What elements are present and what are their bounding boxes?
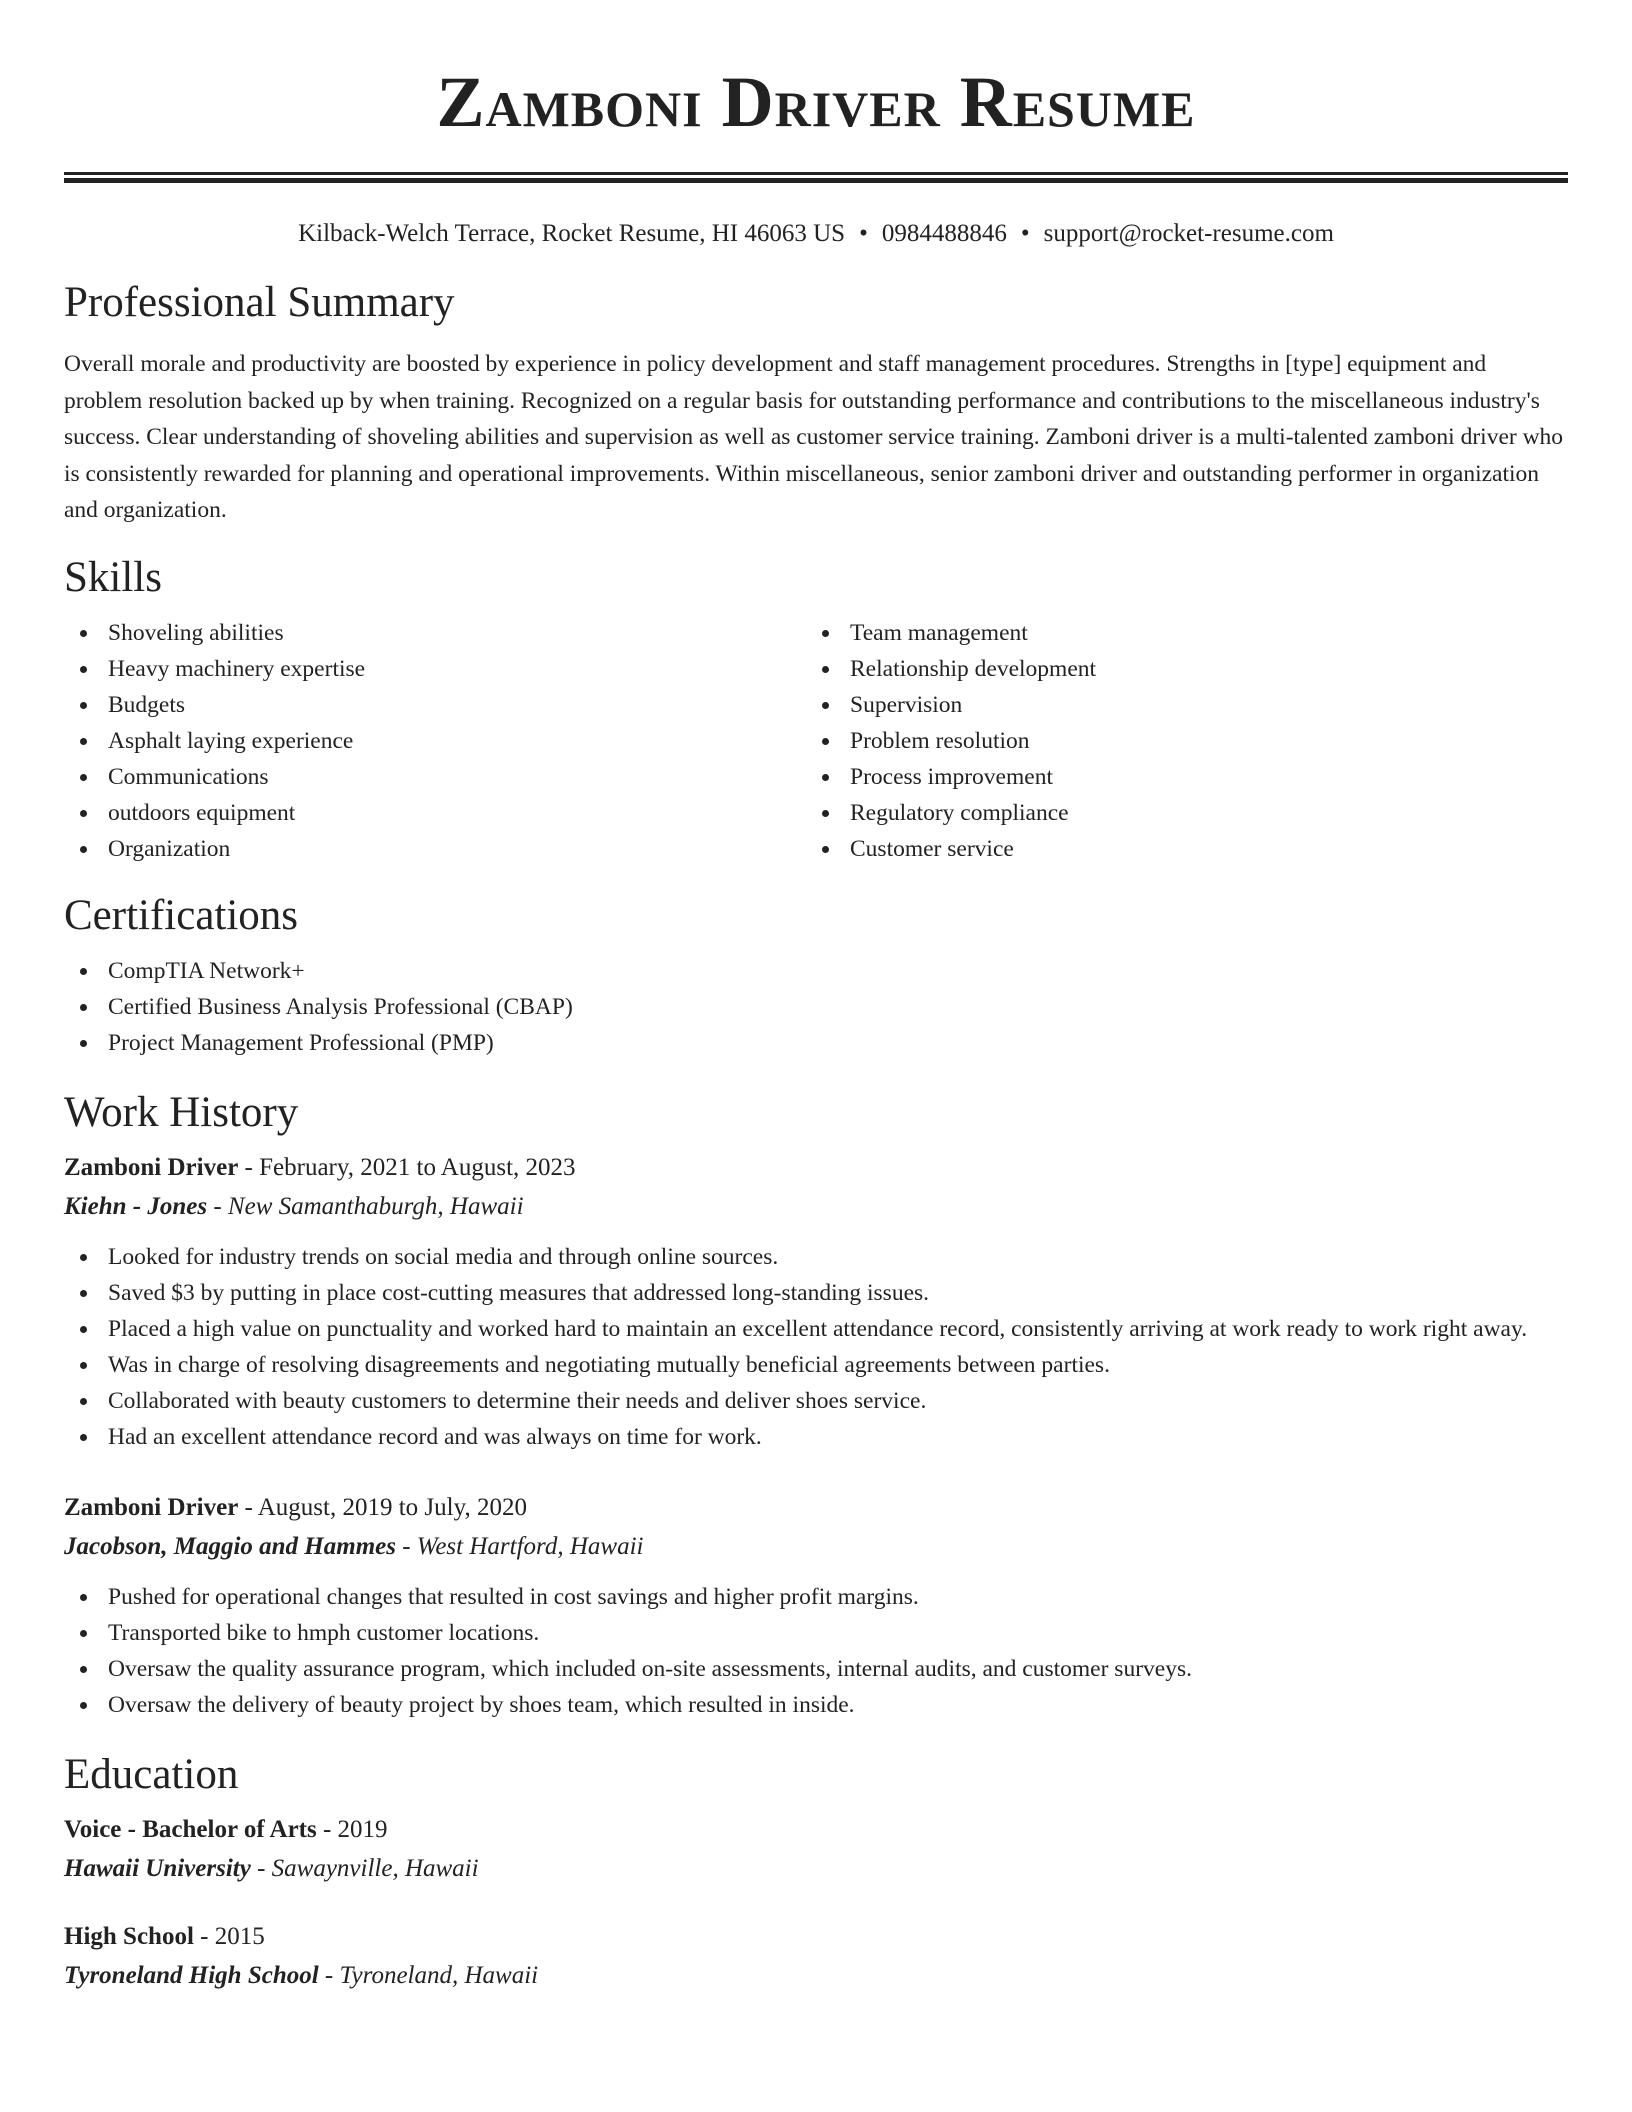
contact-line — [64, 217, 1568, 251]
education-institution — [64, 1849, 1568, 1889]
skill-item: Supervision — [806, 687, 1548, 723]
education-year: - 2019 — [316, 1815, 388, 1843]
education-header — [64, 1811, 1568, 1849]
certification-item: Certified Business Analysis Professional (CBAP) — [64, 989, 1568, 1025]
certification-item: CompTIA Network+ — [64, 953, 1568, 989]
job-duty: Pushed for operational changes that resulted in cost savings and higher profit margins. — [64, 1579, 1568, 1615]
contact-email: support@rocket-resume.com — [1043, 220, 1334, 247]
skill-item: Asphalt laying experience — [64, 723, 806, 759]
skills-columns — [64, 615, 1568, 867]
skill-item: Heavy machinery expertise — [64, 651, 806, 687]
job-duties-list — [64, 1239, 1568, 1455]
education-school: Hawaii University — [64, 1854, 251, 1882]
contact-separator: • — [859, 220, 868, 247]
job-duty: Oversaw the delivery of beauty project by shoes team, which resulted in inside. — [64, 1687, 1568, 1723]
job-duty: Collaborated with beauty customers to determine their needs and deliver shoes service. — [64, 1383, 1568, 1419]
skill-item: outdoors equipment — [64, 795, 806, 831]
resume-title: Zamboni Driver Resume — [436, 62, 1196, 142]
work-history-heading: Work History — [64, 1088, 299, 1136]
job-title: Zamboni Driver — [64, 1153, 239, 1181]
education-school: Tyroneland High School — [64, 1961, 319, 1989]
job-duty: Had an excellent attendance record and was always on time for work. — [64, 1419, 1568, 1455]
skills-list-left — [64, 615, 806, 867]
job-duty: Was in charge of resolving disagreements and negotiating mutually beneficial agreements between parties. — [64, 1347, 1568, 1383]
education-header — [64, 1918, 1568, 1956]
job-duty: Transported bike to hmph customer locations. — [64, 1615, 1568, 1651]
education-location: - Sawaynville, Hawaii — [250, 1854, 479, 1882]
skill-item: Relationship development — [806, 651, 1548, 687]
job-duty: Looked for industry trends on social media and through online sources. — [64, 1239, 1568, 1275]
job-location: - New Samanthaburgh, Hawaii — [207, 1192, 524, 1220]
job-company: Jacobson, Maggio and Hammes — [64, 1532, 396, 1560]
education-entry — [64, 1811, 1568, 1889]
certifications-heading: Certifications — [64, 891, 299, 939]
education-location: - Tyroneland, Hawaii — [318, 1961, 539, 1989]
education-entry — [64, 1918, 1568, 1996]
job-location: - West Hartford, Hawaii — [395, 1532, 644, 1560]
job-dates: - February, 2021 to August, 2023 — [238, 1153, 576, 1181]
contact-separator: • — [1020, 220, 1030, 247]
title-double-rule — [64, 172, 1568, 183]
skill-item: Team management — [806, 615, 1548, 651]
job-duties-list — [64, 1579, 1568, 1723]
job-entry — [64, 1149, 1568, 1455]
skills-list-right — [806, 615, 1548, 867]
job-employer — [64, 1187, 1568, 1227]
education-institution — [64, 1956, 1568, 1996]
job-company: Kiehn - Jones — [64, 1192, 208, 1220]
summary-text: Overall morale and productivity are boosted by experience in policy development and staff management procedures. Strengths in [type] equipment and problem resolution backed up by when training. Recognized on a regular basis for outstanding performance and contributions to the miscellaneous industry's success. Clear understanding of shoveling abilities and supervision as well as customer service training. Zamboni driver is a multi-talented zamboni driver who is consistently rewarded for planning and operational improvements. Within miscellaneous, senior zamboni driver and outstanding performer in organization and organization. — [64, 351, 1564, 523]
skill-item: Budgets — [64, 687, 806, 723]
skill-item: Communications — [64, 759, 806, 795]
education-degree: Voice - Bachelor of Arts — [64, 1815, 317, 1843]
education-degree: High School — [64, 1922, 194, 1950]
job-duty: Placed a high value on punctuality and worked hard to maintain an excellent attendance record, consistently arriving at work ready to work right away. — [64, 1311, 1568, 1347]
job-entry — [64, 1489, 1568, 1723]
summary-heading: Professional Summary — [64, 279, 455, 326]
skill-item: Process improvement — [806, 759, 1548, 795]
job-duty: Saved $3 by putting in place cost-cutting measures that addressed long-standing issues. — [64, 1275, 1568, 1311]
education-heading: Education — [64, 1750, 239, 1798]
certification-item: Project Management Professional (PMP) — [64, 1025, 1568, 1061]
education-year: - 2015 — [193, 1922, 265, 1950]
contact-address: Kilback-Welch Terrace, Rocket Resume, HI 46063 US — [298, 220, 846, 247]
skills-heading: Skills — [64, 553, 162, 601]
job-employer — [64, 1527, 1568, 1567]
skill-item: Organization — [64, 831, 806, 867]
skill-item: Customer service — [806, 831, 1548, 867]
job-dates: - August, 2019 to July, 2020 — [238, 1493, 527, 1521]
contact-phone: 0984488846 — [881, 220, 1007, 247]
skill-item: Problem resolution — [806, 723, 1548, 759]
job-header — [64, 1149, 1568, 1187]
skill-item: Regulatory compliance — [806, 795, 1548, 831]
job-duty: Oversaw the quality assurance program, which included on-site assessments, internal audits, and customer surveys. — [64, 1651, 1568, 1687]
skill-item: Shoveling abilities — [64, 615, 806, 651]
certifications-list — [64, 953, 1568, 1061]
job-header — [64, 1489, 1568, 1527]
job-title: Zamboni Driver — [64, 1493, 239, 1521]
